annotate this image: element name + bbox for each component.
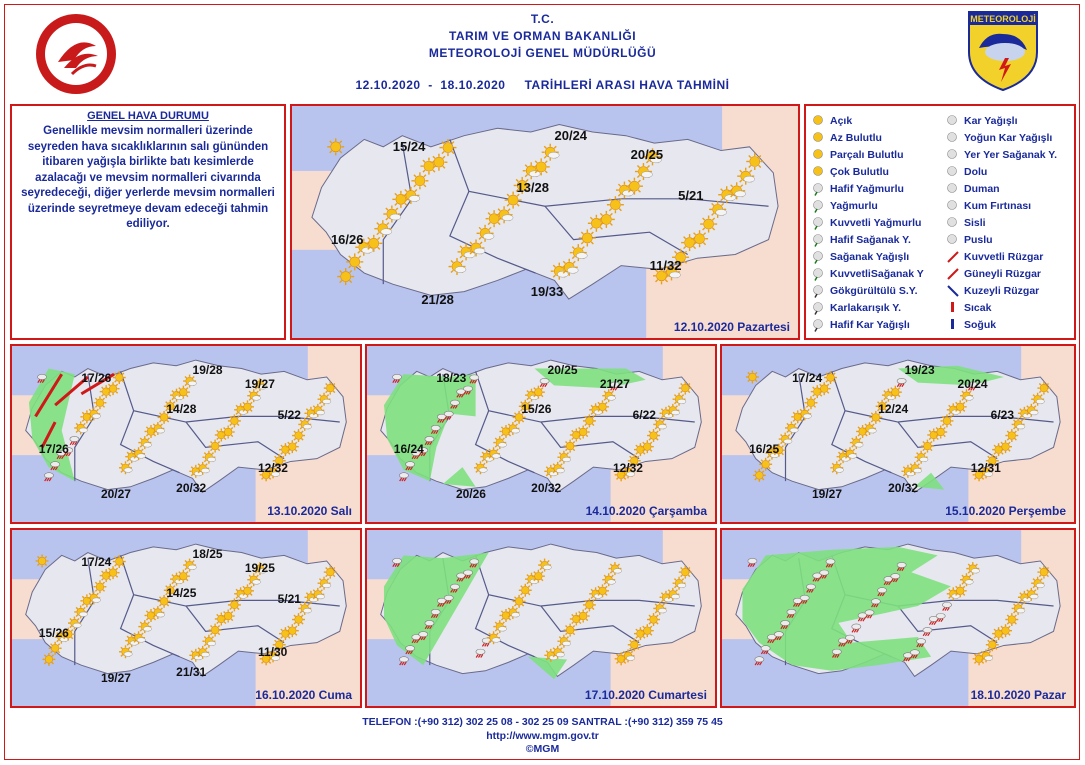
weather-icon [564,624,577,637]
legend-item [812,163,924,180]
legend-label: Dolu [964,165,988,178]
weather-icon [626,178,643,195]
turkey-map [722,530,1074,706]
temperature-label: 15/26 [521,402,552,417]
weather-icon [532,386,545,399]
weather-icon [954,584,967,597]
weather-icon [292,613,305,626]
weather-icon [583,414,596,427]
legend-icon [946,165,960,179]
weather-icon [228,598,241,611]
weather-icon [921,440,934,453]
legend-item [946,146,1057,163]
legend-icon [812,199,826,213]
legend-label: Hafif Sağanak Y. [830,233,911,246]
temperature-label: 12/24 [878,402,909,417]
weather-icon [596,400,609,413]
legend-icon [946,131,960,145]
legend-label: Yer Yer Sağanak Y. [964,148,1058,161]
legend-icon [812,216,826,230]
weather-icon [954,400,967,413]
temperature-label: 18/23 [436,371,467,386]
legend-icon [812,182,826,196]
legend-item [946,248,1057,265]
turkey-land [312,125,778,299]
header-ministry: TARIM VE ORMAN BAKANLIĞI [448,29,637,43]
day-label: 18.10.2020 Pazar [970,688,1066,702]
legend-label: Az Bulutlu [830,131,882,144]
legend-label: Yoğun Kar Yağışlı [964,131,1053,144]
temperature-label: 20/32 [888,481,919,496]
map-panel-monday [290,104,800,340]
weather-icon [986,638,999,651]
turkey-map [292,106,798,338]
legend-label: Güneyli Rüzgar [964,267,1042,280]
weather-icon [346,253,363,270]
header-dates: 12.10.2020 - 18.10.2020 TARİHLERİ ARASI HAVA TAHMİNİ [355,78,730,92]
weather-icon [577,426,590,439]
weather-icon [94,396,107,409]
day-label: 15.10.2020 Perşembe [945,504,1066,518]
legend-icon [812,250,826,264]
temperature-label: 16/26 [330,232,364,248]
weather-icon [519,584,532,597]
temperature-label: 20/25 [630,146,664,162]
legend-icon [946,301,960,315]
turkey-map [722,346,1074,522]
legend-icon [946,318,960,332]
weather-icon [36,555,49,568]
weather-icon [439,139,456,156]
legend-item [946,112,1057,129]
legend-icon [812,284,826,298]
weather-icon [324,566,337,579]
legend-icon [812,148,826,162]
weather-icon [746,153,763,170]
weather-icon [241,400,254,413]
weather-icon [824,371,837,384]
weather-icon [628,638,641,651]
temperature-label: 13/28 [516,180,549,196]
legend-item [812,265,924,282]
temperature-label: 19/27 [100,670,131,685]
weather-icon [622,649,635,662]
weather-icon [286,624,299,637]
weather-icon [679,382,692,395]
legend-label: Sıcak [964,301,992,314]
temperature-label: 5/21 [678,187,704,203]
legend-item [946,129,1057,146]
meteoroloji-logo [965,8,1041,92]
legend-label: Duman [964,182,1000,195]
weather-icon [596,584,609,597]
legend-label: Açık [830,114,853,127]
legend-label: Kum Fırtınası [964,199,1032,212]
legend-label: Soğuk [964,318,997,331]
legend-label: Kuzeyli Rüzgar [964,284,1040,297]
weather-icon [607,196,624,213]
legend-icon [812,233,826,247]
legend-item [812,112,924,129]
weather-icon [647,429,660,442]
weather-icon [1005,429,1018,442]
turkey-map [12,530,360,706]
legend-label: Karlakarışık Y. [830,301,902,314]
legend-icon [946,182,960,196]
weather-icon [411,172,428,189]
legend-label: Sisli [964,216,986,229]
legend-column-left [812,112,924,333]
legend-item [946,282,1057,299]
weather-icon [327,138,344,155]
temperature-label: 20/24 [957,376,988,391]
legend-item [812,316,924,333]
legend-icon [812,165,826,179]
weather-icon [177,570,190,583]
legend-label: Parçalı Bulutlu [830,148,904,161]
legend-label: Kuvvetli Yağmurlu [830,216,922,229]
temperature-label: 17/26 [38,441,69,456]
legend-label: Kar Yağışlı [964,114,1018,127]
day-label: 14.10.2020 Çarşamba [585,504,707,518]
legend-item [812,248,924,265]
legend-item [946,197,1057,214]
weather-icon [1037,566,1050,579]
weather-icon [222,610,235,623]
temperature-label: 19/23 [904,362,935,377]
header-directorate: METEOROLOJİ GENEL MÜDÜRLÜĞÜ [428,46,657,60]
turkey-map [12,346,360,522]
legend-icon [812,114,826,128]
header-tc: T.C. [530,12,555,26]
temperature-label: 20/32 [531,481,562,496]
legend-item [812,214,924,231]
weather-icon [1005,613,1018,626]
weather-icon [579,229,596,246]
legend-icon [946,114,960,128]
temperature-label: 21/27 [599,376,630,391]
temperature-label: 17/26 [81,371,112,386]
legend-item [812,146,924,163]
turkey-map [367,530,715,706]
weather-icon [49,642,62,655]
temperature-label: 6/23 [990,407,1014,422]
legend-item [946,214,1057,231]
general-weather-text: Genellikle mevsim normalleri üzerinde seyreden hava sıcaklıklarının salı gününden itibaren yağışla birlikte batı kesimlerde azalacağı ve mevsim normalleri civarında seyredeceği, diğer yerlerde mevsim normalleri üzerinde seyretmeye devam edeceği tahmin ediliyor. [21,125,275,230]
legend-item [812,129,924,146]
weather-icon [598,211,615,228]
general-weather-title: GENEL HAVA DURUMU [87,110,209,122]
legend-icon [946,233,960,247]
weather-icon [753,469,766,482]
meteoroloji-logo-text: METEOROLOJİ [970,14,1036,24]
legend-label: Puslu [964,233,993,246]
footer-url[interactable]: http://www.mgm.gov.tr [486,730,599,742]
weather-icon [999,624,1012,637]
legend-icon [946,284,960,298]
day-label: 17.10.2020 Cumartesi [584,688,707,702]
legend-icon [946,250,960,264]
temperature-label: 12/32 [257,461,288,476]
temperature-label: 20/32 [176,481,207,496]
temperature-label: 6/22 [632,407,656,422]
temperature-label: 20/25 [547,362,578,377]
temperature-label: 17/24 [792,371,823,386]
legend-item [946,180,1057,197]
legend-item [812,197,924,214]
legend-item [812,231,924,248]
legend-label: KuvvetliSağanak Y [830,267,924,280]
temperature-label: 21/31 [176,665,207,680]
weather-icon [577,610,590,623]
weather-icon [113,555,126,568]
weather-icon [292,429,305,442]
weather-icon [533,158,550,175]
weather-icon [1037,382,1050,395]
temperature-label: 5/21 [277,591,301,606]
temperature-label: 21/28 [421,291,454,307]
weather-icon [94,580,107,593]
legend-item [812,180,924,197]
weather-icon [228,414,241,427]
legend-icon [946,148,960,162]
temperature-label: 19/25 [244,560,275,575]
legend-label: Hafif Kar Yağışlı [830,318,910,331]
legend-icon [946,199,960,213]
legend-label: Gökgürültülü S.Y. [830,284,918,297]
weather-icon [532,570,545,583]
legend-icon [812,318,826,332]
weather-icon [177,386,190,399]
weather-icon [934,426,947,439]
legend-icon [812,301,826,315]
legend-item [812,282,924,299]
temperature-label: 14/25 [166,586,197,601]
legend-item [946,265,1057,282]
weather-icon [641,440,654,453]
weather-icon [679,566,692,579]
temperature-label: 16/25 [749,441,780,456]
weather-icon [999,440,1012,453]
weather-icon [759,458,772,471]
weather-icon [222,426,235,439]
day-label: 12.10.2020 Pazartesi [673,320,790,334]
legend-item [946,299,1057,316]
legend-icon [946,216,960,230]
weather-icon [241,584,254,597]
weather-icon [324,382,337,395]
temperature-label: 12/32 [612,461,643,476]
weather-icon [941,414,954,427]
legend-label: Hafif Yağmurlu [830,182,904,195]
legend-box [804,104,1076,340]
footer-copyright: ©MGM [525,743,560,755]
weather-icon [286,440,299,453]
temperature-label: 15/24 [392,139,426,155]
weather-icon [980,649,993,662]
temperature-label: 14/28 [166,402,197,417]
weather-icon [209,624,222,637]
legend-item [946,316,1057,333]
temperature-label: 20/24 [554,128,588,144]
legend-item [812,299,924,316]
temperature-label: 17/24 [81,555,112,570]
legend-item [946,231,1057,248]
temperature-label: 19/27 [244,376,275,391]
temperature-label: 19/28 [192,362,223,377]
temperature-label: 5/22 [277,407,301,422]
map-panel-thursday [720,344,1076,524]
legend-label: Sağanak Yağışlı [830,250,910,263]
temperature-label: 11/32 [649,258,682,274]
weather-icon [700,216,717,233]
weather-icon [583,598,596,611]
weather-icon [647,613,660,626]
weather-icon [641,624,654,637]
footer-phone: TELEFON :(+90 312) 302 25 08 - 302 25 09 SANTRAL :(+90 312) 359 75 45 [362,716,723,728]
weather-icon [564,440,577,453]
legend-icon [812,267,826,281]
map-panel-saturday [365,528,717,708]
temperature-label: 19/27 [811,486,842,501]
weather-icon [691,230,708,247]
legend-label: Yağmurlu [830,199,878,212]
legend-label: Kuvvetli Rüzgar [964,250,1044,263]
legend-icon [946,267,960,281]
temperature-label: 19/33 [530,284,564,300]
legend-column-right [946,112,1057,333]
weather-icon [889,386,902,399]
legend-label: Çok Bulutlu [830,165,889,178]
temperature-label: 15/26 [38,625,69,640]
map-panel-friday [10,528,362,708]
weather-icon [513,595,526,608]
temperature-label: 18/25 [192,546,223,561]
temperature-label: 20/26 [455,486,486,501]
map-panel-wednesday [365,344,717,524]
weather-icon [209,440,222,453]
general-weather-box [10,104,286,340]
weather-icon [430,154,447,171]
turkey-map [367,346,715,522]
temperature-label: 16/24 [393,441,424,456]
weather-icon [746,371,759,384]
weather-icon [805,396,818,409]
temperature-label: 20/27 [100,486,131,501]
temperature-label: 12/31 [970,461,1001,476]
day-label: 16.10.2020 Cuma [255,688,352,702]
weather-icon [113,371,126,384]
weather-icon [337,268,354,285]
map-panel-tuesday [10,344,362,524]
weather-icon [42,653,55,666]
map-panel-sunday [720,528,1076,708]
day-label: 13.10.2020 Salı [267,504,352,518]
weather-icon [365,235,382,252]
temperature-label: 11/30 [257,645,288,660]
legend-icon [812,131,826,145]
legend-item [946,163,1057,180]
